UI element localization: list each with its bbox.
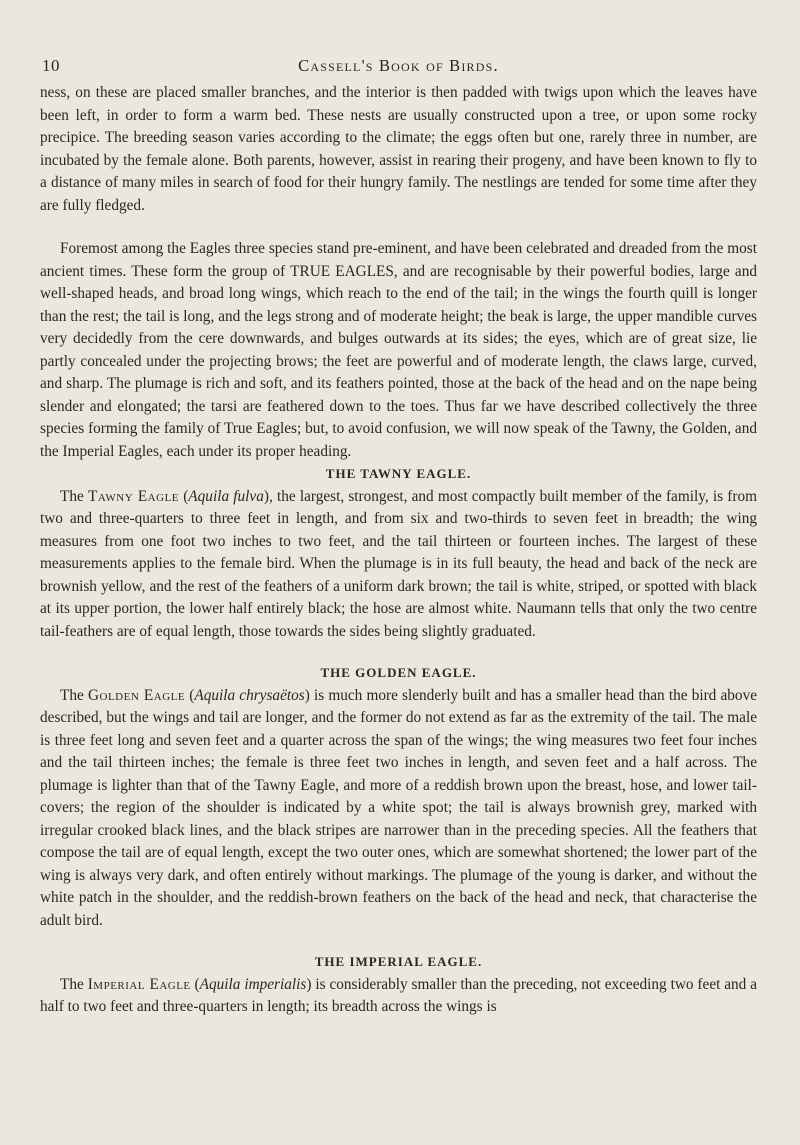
species-name-imperial: Imperial Eagle — [87, 975, 191, 993]
paragraph-true-eagles: Foremost among the Eagles three species stand pre-eminent, and have been celebrated and dreaded from the most ancient times. These form the group of TRUE EAGLES, and are recognisable by their powerful bodies, large and well-shaped heads, and broad long wings, which reach to the end of the tail; in the wings the fourth quill is longer than the rest; the tail is long, and the legs strong and of moderate height; the beak is large, the upper mandible curves very decidedly from the cere downwards, and bulges outwards at its sides; the eyes, which are of great size, lie partly concealed under the projecting brows; the feet are powerful and of moderate length, the claws large, curved, and sharp. The plumage is rich and soft, and its feathers pointed, those at the back of the head and on the nape being slender and elongated; the tarsi are feathered down to the toes. Thus far we have described collectively the three species forming the family of True Eagles; but, to avoid confusion, we will now speak of the Tawny, the Golden, and the Imperial Eagles, each under its proper heading. — [40, 240, 757, 460]
paragraph-nest: ness, on these are placed smaller branches, and the interior is then padded with twigs upon which the leaves have been left, in order to form a warm bed. These nests are usually constructed upon a tree, or upon some rocky precipice. The breeding season varies according to the climate; the eggs often but one, rarely three in number, are incubated by the female alone. Both parents, however, assist in rearing their progeny, and have been known to fly to a distance of many miles in search of food for their hungry family. The nestlings are tended for some time after they are fully fledged. — [40, 84, 757, 214]
page-body — [40, 82, 757, 1019]
heading-imperial-eagle: THE IMPERIAL EAGLE. — [314, 954, 483, 969]
latin-name-imperial: Aquila imperialis — [199, 975, 307, 993]
species-name-tawny: Tawny Eagle — [87, 487, 180, 505]
page-number: 10 — [42, 56, 60, 75]
latin-name-tawny: Aquila fulva — [188, 487, 264, 505]
paragraph-tawny-eagle: The Tawny Eagle (Aquila fulva), the largest, strongest, and most compactly built member of the family, is from two and three-quarters to three feet in length, and from six and two-thirds to seven feet in breadth; the wing measures from one foot two inches to two feet, and the tail thirteen or fourteen inches. The largest of these measurements applies to the female bird. When the plumage is in its full beauty, the head and back of the neck are brownish yellow, and the rest of the feathers of a uniform dark brown; the tail is white, striped, or spotted with black at its upper portion, the lower half entirely black; the hose are almost white. Naumann tells that only the two centre tail-feathers are of equal length, those towards the sides being slightly graduated. — [40, 487, 758, 640]
latin-name-golden: Aquila chrysaëtos — [194, 686, 305, 704]
species-name-golden: Golden Eagle — [87, 686, 186, 704]
page-header — [40, 0, 757, 82]
paragraph-golden-eagle: The Golden Eagle (Aquila chrysaëtos) is much more slenderly built and has a smaller head than the bird above described, but the wings and tail are longer, and the former do not extend as far as the extremity of the tail. The male is three feet long and seven feet and a quarter across the span of the wings; the wing measures two feet four inches and the tail thirteen inches; the female is three feet two inches in length, and seven feet and a half across. The plumage is lighter than that of the Tawny Eagle, and more of a reddish brown upon the breast, hose, and lower tail-covers; the region of the shoulder is indicated by a white spot; the tail is always brownish grey, marked with irregular crooked black lines, and the black stripes are narrower than in the preceding species. All the feathers that compose the tail are of equal length, except the two outer ones, which are somewhat shortened; the lower part of the wing is always very dark, and often entirely without markings. The plumage of the young is darker, and without the white patch in the shoulder, and the reddish-brown feathers on the back of the head and neck, that characterise the adult bird. — [40, 686, 758, 929]
heading-tawny-eagle: THE TAWNY EAGLE. — [325, 466, 472, 481]
paragraph-imperial-eagle: The Imperial Eagle (Aquila imperialis) is considerably smaller than the preceding, not exceeding two feet and a half to two feet and three-quarters in length; its breadth across the wings is — [40, 975, 758, 1015]
heading-golden-eagle: THE GOLDEN EAGLE. — [320, 665, 477, 680]
running-title: Cassell's Book of Birds. — [298, 56, 499, 75]
